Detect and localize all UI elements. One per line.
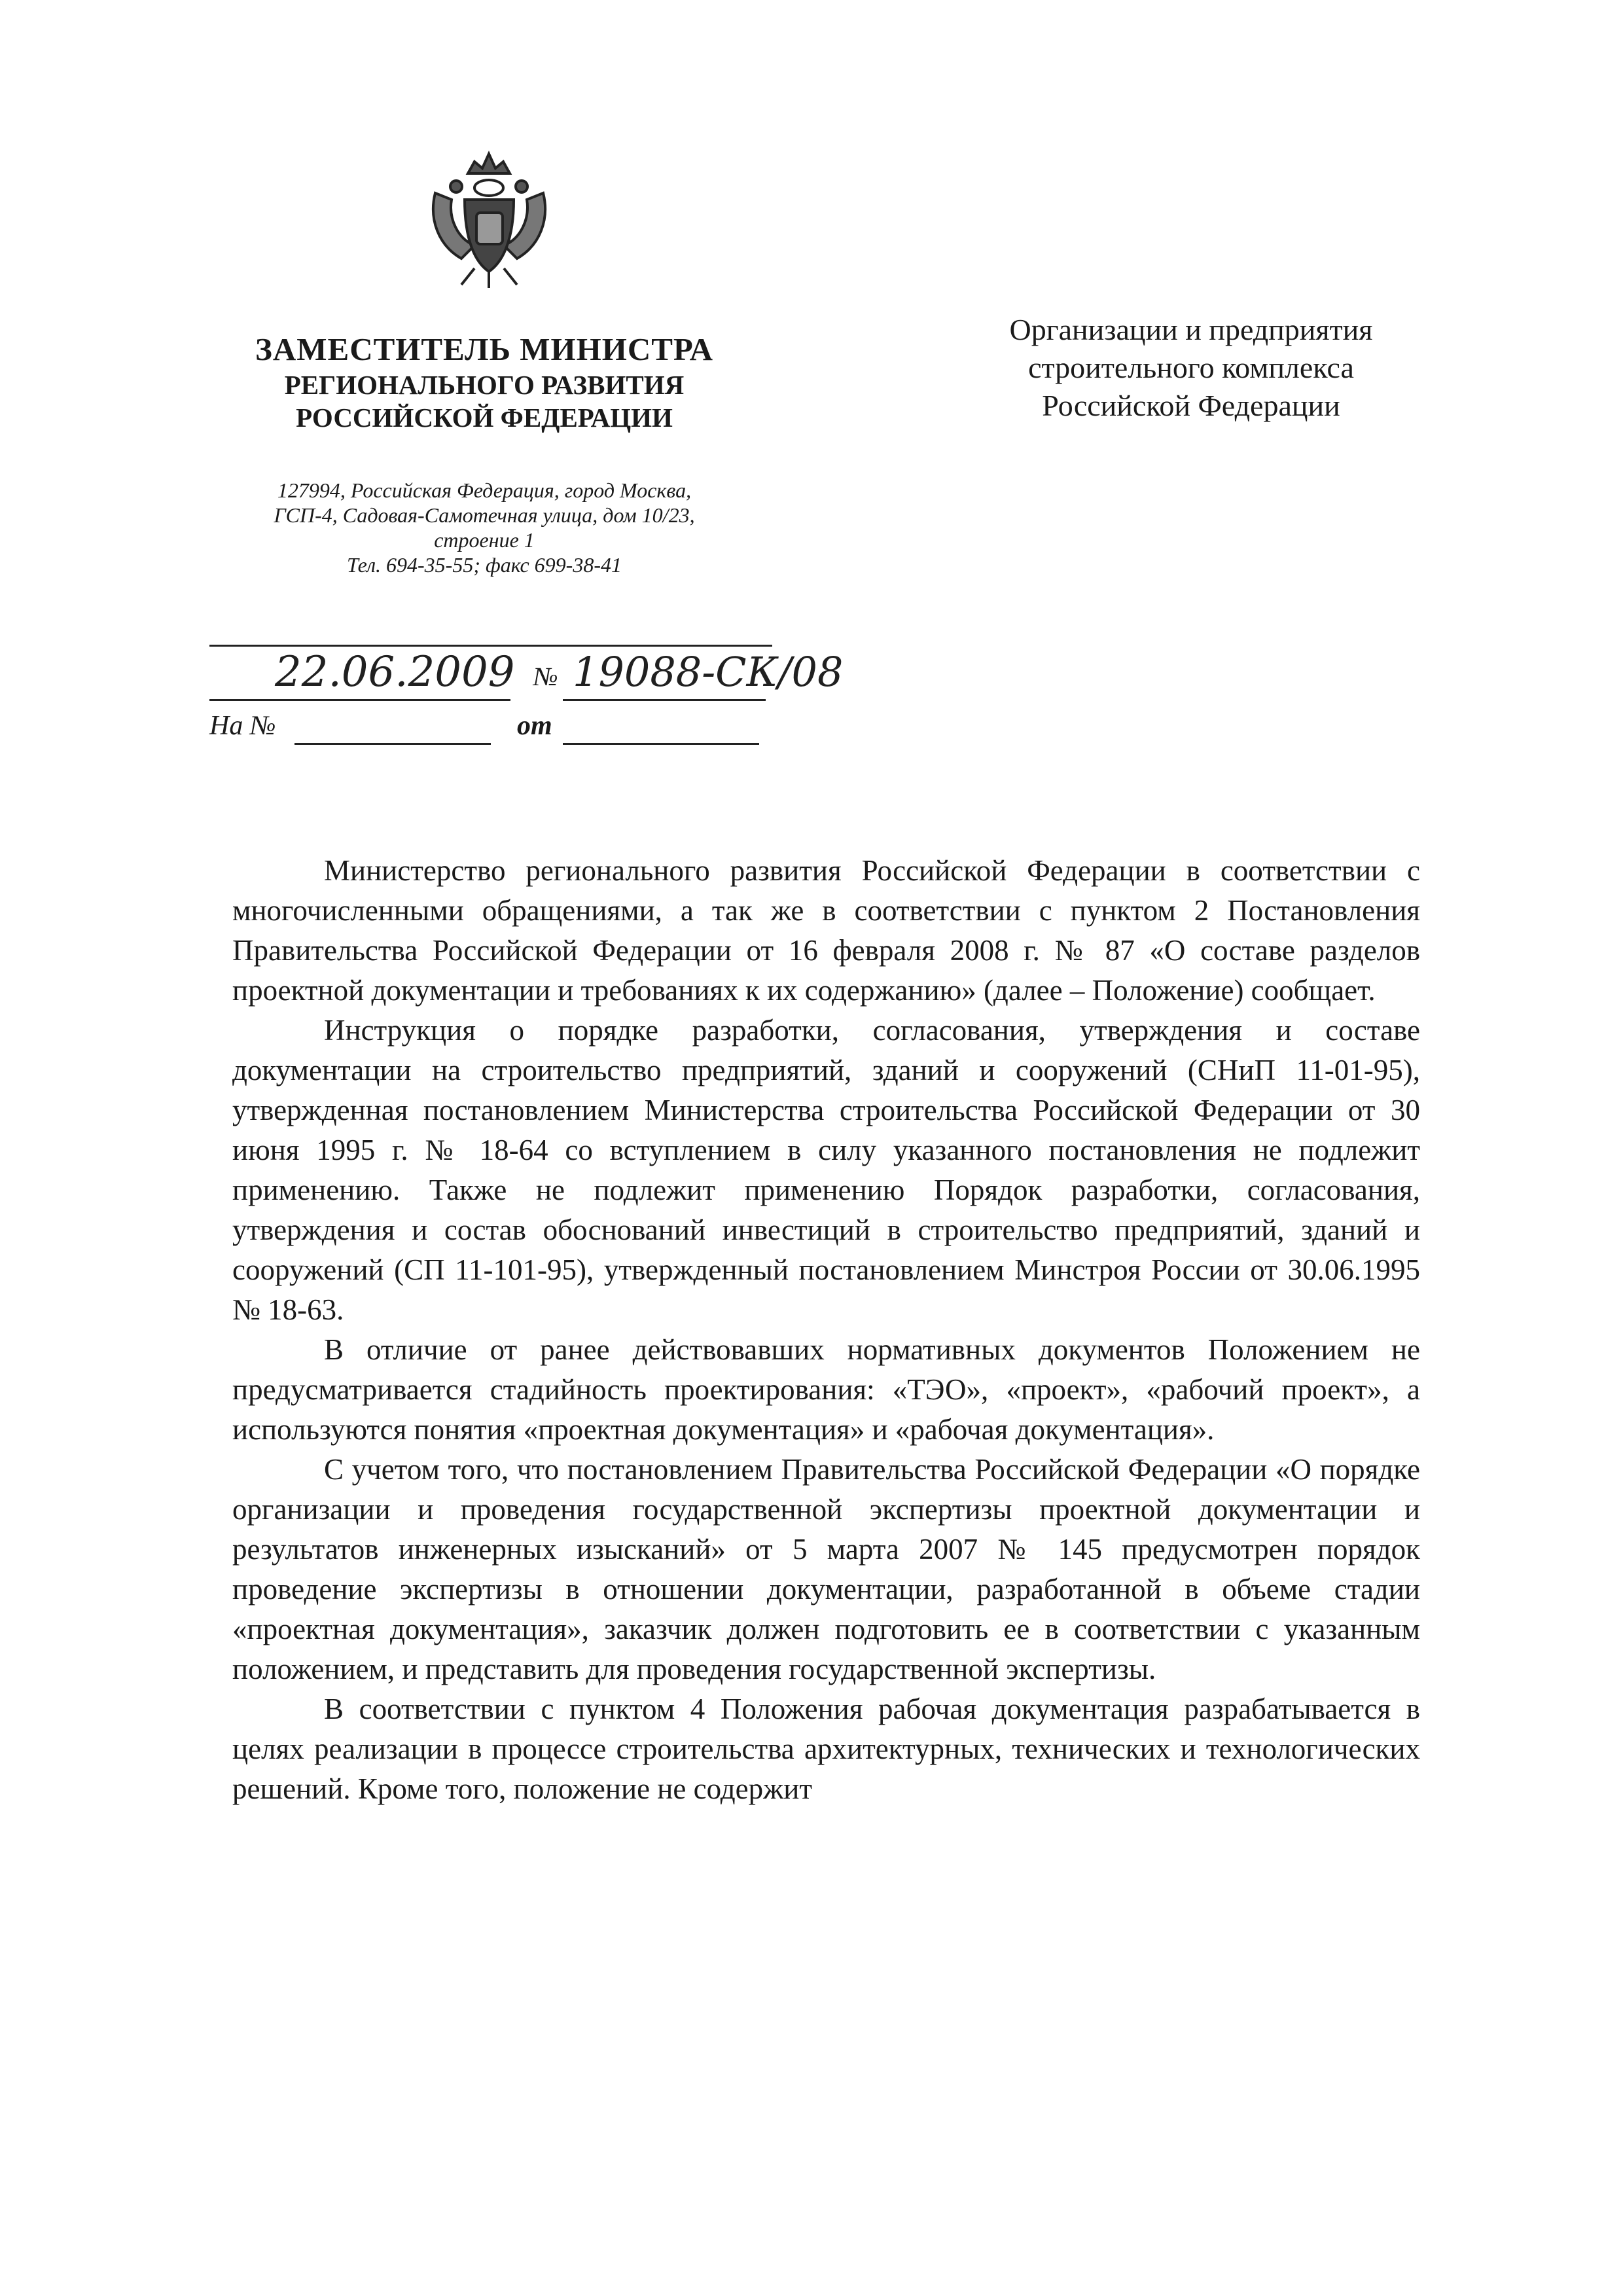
sender-line-3: РОССИЙСКОЙ ФЕДЕРАЦИИ bbox=[296, 403, 673, 433]
sender-title: ЗАМЕСТИТЕЛЬ МИНИСТРА bbox=[255, 331, 713, 367]
registration-date: 22.06.2009 bbox=[275, 648, 515, 696]
reference-label: На № bbox=[209, 711, 276, 741]
sender-line-2: РЕГИОНАЛЬНОГО РАЗВИТИЯ bbox=[284, 370, 685, 400]
sender-block bbox=[196, 331, 772, 434]
body-paragraph: В отличие от ранее действовавших нормативных документов Положением не предусматривается стадийность проектирования: «ТЭО», «проект», «рабочий проект», а используются понятия «проектная документация» и «рабочая документация». bbox=[232, 1333, 1420, 1446]
address-line-3: строение 1 bbox=[434, 528, 535, 552]
registration-number-rule bbox=[563, 699, 766, 701]
body-paragraph: Инструкция о порядке разработки, согласования, утверждения и составе документации на строительство предприятий, зданий и сооружений (СНиП 11-01-95), утвержденная постановлением Министерства строительства Российской Федерации от 30 июня 1995 г. № 18-64 со вступлением в силу указанного постановления не подлежит применению. Также не подлежит применению Порядок разработки, согласования, утверждения и состав обоснований инвестиций в строительство предприятий, зданий и сооружений (СП 11-101-95), утвержденный постановлением Минстроя России от 30.06.1995 № 18-63. bbox=[232, 1014, 1420, 1326]
recipient-line-1: Организации и предприятия bbox=[1009, 313, 1373, 346]
recipient-line-2: строительного комплекса bbox=[1028, 351, 1354, 384]
body-paragraph: Министерство регионального развития Российской Федерации в соответствии с многочисленными обращениями, а так же в соответствии с пунктом 2 Постановления Правительства Российской Федерации от 16 февраля 2008 г. № 87 «О составе разделов проектной документации и требованиях к их содержанию» (далее – Положение) сообщает. bbox=[232, 854, 1420, 1007]
reference-number-rule bbox=[294, 743, 491, 745]
recipient-block bbox=[903, 311, 1479, 425]
body-paragraph: С учетом того, что постановлением Правительства Российской Федерации «О порядке организации и проведения государственной экспертизы проектной документации и результатов инженерных изысканий» от 5 марта 2007 № 145 предусмотрен порядок проведение экспертизы в отношении документации, разработанной в объеме стадии «проектная документация», заказчик должен подготовить ее в соответствии с указанным положением, и представить для проведения государственной экспертизы. bbox=[232, 1453, 1420, 1685]
body-paragraph: В соответствии с пунктом 4 Положения рабочая документация разрабатывается в целях реализации в процессе строительства архитектурных, технических и технологических решений. Кроме того, положение не содержит bbox=[232, 1693, 1420, 1805]
registration-date-rule bbox=[209, 699, 510, 701]
address-line-1: 127994, Российская Федерация, город Москва, bbox=[277, 478, 692, 502]
reference-date-rule bbox=[563, 743, 759, 745]
sender-address bbox=[196, 478, 772, 577]
coat-of-arms-emblem bbox=[422, 147, 556, 295]
registration-number-label: № bbox=[533, 662, 558, 691]
recipient-line-3: Российской Федерации bbox=[1042, 389, 1340, 422]
phone-fax: Тел. 694-35-55; факс 699-38-41 bbox=[347, 553, 622, 577]
registration-top-rule bbox=[209, 645, 772, 647]
address-line-2: ГСП-4, Садовая-Самотечная улица, дом 10/23, bbox=[274, 503, 695, 527]
registration-number: 19088-СК/08 bbox=[573, 648, 844, 696]
letter-body bbox=[232, 851, 1420, 1809]
reference-from-label: от bbox=[517, 711, 552, 741]
